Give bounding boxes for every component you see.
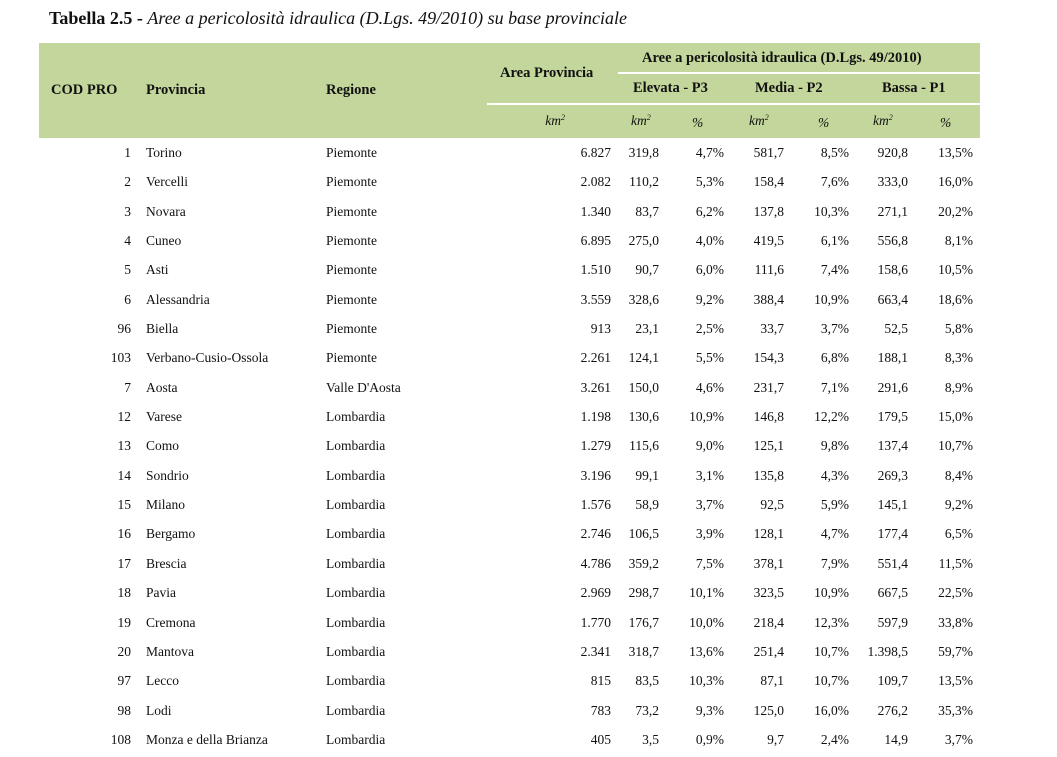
table-row <box>39 668 980 697</box>
cell-area: 783 <box>590 702 611 718</box>
cell-p2-pct: 10,9% <box>814 585 849 601</box>
cell-regione: Lombardia <box>326 614 386 630</box>
cell-p2-km2: 323,5 <box>753 585 784 601</box>
cell-p3-pct: 6,2% <box>695 203 724 219</box>
cell-area: 2.746 <box>580 526 611 542</box>
table-caption <box>49 8 627 29</box>
cell-p1-pct: 3,7% <box>944 731 973 747</box>
cell-p1-pct: 35,3% <box>938 702 973 718</box>
cell-p3-pct: 7,5% <box>695 555 724 571</box>
unit-p1-km2: $km^2$ <box>873 113 893 128</box>
header-regione: Regione <box>326 82 376 98</box>
table-row <box>39 375 980 404</box>
cell-p1-km2: 333,0 <box>877 174 908 190</box>
cell-p1-km2: 597,9 <box>877 614 908 630</box>
cell-p1-pct: 20,2% <box>938 203 973 219</box>
cell-p2-km2: 581,7 <box>753 145 784 160</box>
cell-p3-km2: 106,5 <box>628 526 659 542</box>
cell-p1-pct: 5,8% <box>944 321 973 337</box>
cell-cod-pro: 4 <box>124 233 131 249</box>
cell-p1-pct: 8,4% <box>944 467 973 483</box>
cell-p1-km2: 14,9 <box>884 731 908 747</box>
cell-p2-km2: 9,7 <box>767 731 784 747</box>
cell-regione: Piemonte <box>326 262 377 278</box>
table-row <box>39 199 980 228</box>
cell-p3-pct: 3,9% <box>695 526 724 542</box>
cell-p2-km2: 125,0 <box>753 702 784 718</box>
cell-p2-pct: 7,1% <box>820 379 849 395</box>
cell-p1-pct: 11,5% <box>938 555 973 571</box>
cell-p2-pct: 16,0% <box>814 702 849 718</box>
cell-cod-pro: 1 <box>124 145 131 160</box>
cell-p2-km2: 33,7 <box>760 321 784 337</box>
cell-regione: Lombardia <box>326 497 386 513</box>
header-elevata-p3: Elevata - P3 <box>633 80 708 96</box>
cell-p2-pct: 8,5% <box>820 145 849 160</box>
cell-provincia: Bergamo <box>146 526 196 542</box>
cell-p3-pct: 5,5% <box>695 350 724 366</box>
header-media-p2: Media - P2 <box>755 80 823 96</box>
cell-p3-km2: 58,9 <box>635 497 659 513</box>
cell-p2-pct: 2,4% <box>820 731 849 747</box>
header-rule-group <box>618 72 980 74</box>
table-row <box>39 463 980 492</box>
cell-cod-pro: 97 <box>117 673 131 689</box>
table-row <box>39 580 980 609</box>
header-provincia: Provincia <box>146 82 206 98</box>
cell-regione: Piemonte <box>326 350 377 366</box>
cell-p3-pct: 3,1% <box>695 467 724 483</box>
cell-p2-km2: 388,4 <box>753 291 784 307</box>
cell-p1-pct: 22,5% <box>938 585 973 601</box>
cell-p1-km2: 158,6 <box>877 262 908 278</box>
unit-p3-km2: $km^2$ <box>631 113 651 128</box>
cell-p3-km2: 3,5 <box>642 731 659 747</box>
cell-regione: Lombardia <box>326 643 386 659</box>
cell-p2-pct: 10,9% <box>814 291 849 307</box>
cell-p1-pct: 15,0% <box>938 409 973 425</box>
cell-p2-pct: 5,9% <box>820 497 849 513</box>
header-bassa-p1: Bassa - P1 <box>882 80 946 96</box>
cell-cod-pro: 13 <box>117 438 131 454</box>
cell-p2-km2: 92,5 <box>760 497 784 513</box>
table-row <box>39 492 980 521</box>
cell-p2-pct: 6,1% <box>820 233 849 249</box>
cell-provincia: Mantova <box>146 643 194 659</box>
cell-p3-pct: 9,3% <box>695 702 724 718</box>
cell-p2-pct: 3,7% <box>820 321 849 337</box>
cell-p1-pct: 18,6% <box>938 291 973 307</box>
cell-p3-km2: 115,6 <box>629 438 659 454</box>
cell-p3-km2: 275,0 <box>628 233 659 249</box>
cell-p2-km2: 378,1 <box>753 555 784 571</box>
cell-p3-km2: 130,6 <box>628 409 659 425</box>
header-rule-units <box>487 103 980 105</box>
cell-provincia: Cremona <box>146 614 196 630</box>
cell-cod-pro: 103 <box>110 350 131 366</box>
cell-p3-pct: 4,7% <box>695 145 724 160</box>
cell-cod-pro: 18 <box>117 585 131 601</box>
caption-title: Aree a pericolosità idraulica (D.Lgs. 49/2010) su base provinciale <box>147 8 627 28</box>
cell-p1-km2: 109,7 <box>877 673 908 689</box>
cell-p2-pct: 4,3% <box>820 467 849 483</box>
cell-p2-km2: 218,4 <box>753 614 784 630</box>
cell-p3-km2: 150,0 <box>628 379 659 395</box>
cell-cod-pro: 17 <box>117 555 131 571</box>
cell-area: 3.196 <box>580 467 611 483</box>
cell-p1-pct: 13,5% <box>938 145 973 160</box>
cell-cod-pro: 14 <box>117 467 131 483</box>
cell-p3-pct: 5,3% <box>695 174 724 190</box>
cell-p3-km2: 83,5 <box>635 673 659 689</box>
caption-label: Tabella 2.5 - <box>49 8 143 28</box>
cell-p3-pct: 10,3% <box>689 673 724 689</box>
cell-regione: Lombardia <box>326 409 386 425</box>
cell-regione: Piemonte <box>326 145 377 160</box>
cell-p3-km2: 110,2 <box>629 174 659 190</box>
table-row <box>39 551 980 580</box>
cell-area: 2.082 <box>580 174 611 190</box>
cell-cod-pro: 3 <box>124 203 131 219</box>
cell-cod-pro: 6 <box>124 291 131 307</box>
cell-p1-km2: 52,5 <box>884 321 908 337</box>
cell-p1-km2: 556,8 <box>877 233 908 249</box>
cell-p3-km2: 73,2 <box>635 702 659 718</box>
table-row <box>39 727 980 756</box>
cell-regione: Lombardia <box>326 467 386 483</box>
cell-p1-km2: 1.398,5 <box>867 643 908 659</box>
table-row <box>39 169 980 198</box>
cell-p3-pct: 13,6% <box>689 643 724 659</box>
cell-provincia: Monza e della Brianza <box>146 731 268 747</box>
cell-p2-pct: 4,7% <box>820 526 849 542</box>
cell-provincia: Alessandria <box>146 291 210 307</box>
cell-p3-km2: 23,1 <box>635 321 659 337</box>
cell-p3-km2: 176,7 <box>628 614 659 630</box>
cell-regione: Lombardia <box>326 673 386 689</box>
cell-area: 6.895 <box>580 233 611 249</box>
cell-cod-pro: 5 <box>124 262 131 278</box>
cell-regione: Piemonte <box>326 203 377 219</box>
header-area-provincia: Area Provincia <box>500 65 594 81</box>
cell-p2-km2: 231,7 <box>753 379 784 395</box>
cell-area: 3.559 <box>580 291 611 307</box>
cell-regione: Piemonte <box>326 174 377 190</box>
cell-regione: Valle D'Aosta <box>326 379 401 395</box>
cell-p2-pct: 9,8% <box>820 438 849 454</box>
cell-p2-pct: 10,7% <box>814 673 849 689</box>
cell-provincia: Milano <box>146 497 185 513</box>
cell-provincia: Cuneo <box>146 233 182 249</box>
cell-regione: Lombardia <box>326 731 386 747</box>
cell-p1-km2: 663,4 <box>877 291 908 307</box>
cell-p1-pct: 9,2% <box>944 497 973 513</box>
cell-regione: Piemonte <box>326 321 377 337</box>
cell-p1-km2: 269,3 <box>877 467 908 483</box>
cell-area: 2.261 <box>580 350 611 366</box>
table-row <box>39 345 980 374</box>
table-row <box>39 287 980 316</box>
cell-p1-km2: 667,5 <box>877 585 908 601</box>
cell-cod-pro: 7 <box>124 379 131 395</box>
cell-p3-km2: 83,7 <box>635 203 659 219</box>
cell-p2-pct: 12,3% <box>814 614 849 630</box>
cell-regione: Lombardia <box>326 555 386 571</box>
cell-p1-pct: 10,5% <box>938 262 973 278</box>
table-row <box>39 433 980 462</box>
cell-p2-km2: 111,6 <box>754 262 784 278</box>
cell-provincia: Verbano-Cusio-Ossola <box>146 350 269 366</box>
cell-area: 815 <box>590 673 611 689</box>
cell-p3-pct: 6,0% <box>695 262 724 278</box>
cell-regione: Lombardia <box>326 585 386 601</box>
cell-p1-pct: 8,3% <box>944 350 973 366</box>
cell-provincia: Varese <box>146 409 182 425</box>
table-header <box>39 43 980 138</box>
cell-p1-pct: 33,8% <box>938 614 973 630</box>
cell-p1-km2: 137,4 <box>877 438 908 454</box>
cell-provincia: Sondrio <box>146 467 189 483</box>
cell-cod-pro: 2 <box>124 174 131 190</box>
cell-p1-km2: 276,2 <box>877 702 908 718</box>
cell-p3-pct: 2,5% <box>695 321 724 337</box>
cell-p3-pct: 0,9% <box>695 731 724 747</box>
cell-area: 2.341 <box>580 643 611 659</box>
cell-cod-pro: 98 <box>117 702 131 718</box>
cell-p1-km2: 551,4 <box>877 555 908 571</box>
header-cod-pro: COD PRO <box>51 82 118 98</box>
cell-area: 4.786 <box>580 555 611 571</box>
table-row <box>39 404 980 433</box>
cell-p2-km2: 158,4 <box>753 174 784 190</box>
cell-p1-km2: 145,1 <box>877 497 908 513</box>
cell-cod-pro: 15 <box>117 497 131 513</box>
cell-p2-pct: 7,9% <box>820 555 849 571</box>
cell-p3-pct: 10,1% <box>689 585 724 601</box>
cell-cod-pro: 19 <box>117 614 131 630</box>
cell-p2-km2: 251,4 <box>753 643 784 659</box>
cell-cod-pro: 96 <box>117 321 131 337</box>
cell-p1-pct: 8,9% <box>944 379 973 395</box>
table-row <box>39 639 980 668</box>
table-row <box>39 698 980 727</box>
unit-p2-km2: $km^2$ <box>749 113 769 128</box>
cell-p3-km2: 90,7 <box>635 262 659 278</box>
cell-p2-km2: 146,8 <box>753 409 784 425</box>
cell-area: 1.279 <box>580 438 611 454</box>
cell-p1-pct: 8,1% <box>944 233 973 249</box>
cell-provincia: Aosta <box>146 379 178 395</box>
header-group-title: Aree a pericolosità idraulica (D.Lgs. 49/2010) <box>642 50 922 66</box>
unit-p2-pct: % <box>818 115 830 130</box>
table-row <box>39 140 980 169</box>
cell-regione: Lombardia <box>326 526 386 542</box>
cell-p1-pct: 10,7% <box>938 438 973 454</box>
cell-area: 405 <box>590 731 611 747</box>
cell-p2-pct: 12,2% <box>814 409 849 425</box>
cell-p2-km2: 154,3 <box>753 350 784 366</box>
cell-cod-pro: 12 <box>117 409 131 425</box>
cell-area: 1.770 <box>580 614 611 630</box>
cell-area: 6.827 <box>580 145 611 160</box>
cell-provincia: Lodi <box>146 702 172 718</box>
cell-p1-pct: 16,0% <box>938 174 973 190</box>
cell-p2-pct: 6,8% <box>820 350 849 366</box>
cell-p2-km2: 128,1 <box>753 526 784 542</box>
cell-area: 913 <box>590 321 611 337</box>
cell-p2-pct: 7,4% <box>820 262 849 278</box>
cell-area: 3.261 <box>580 379 611 395</box>
cell-p2-km2: 135,8 <box>753 467 784 483</box>
cell-p2-pct: 10,7% <box>814 643 849 659</box>
cell-p2-pct: 7,6% <box>820 174 849 190</box>
table-row <box>39 521 980 550</box>
cell-cod-pro: 16 <box>117 526 131 542</box>
cell-p2-km2: 125,1 <box>753 438 784 454</box>
cell-area: 1.576 <box>580 497 611 513</box>
cell-p1-pct: 13,5% <box>938 673 973 689</box>
cell-p2-km2: 137,8 <box>753 203 784 219</box>
cell-p3-pct: 4,0% <box>695 233 724 249</box>
cell-p3-pct: 4,6% <box>695 379 724 395</box>
cell-regione: Lombardia <box>326 702 386 718</box>
table-row <box>39 610 980 639</box>
cell-area: 1.510 <box>580 262 611 278</box>
cell-p1-km2: 188,1 <box>877 350 908 366</box>
cell-p3-km2: 124,1 <box>628 350 659 366</box>
table-row <box>39 257 980 286</box>
cell-provincia: Asti <box>146 262 169 278</box>
cell-p1-pct: 6,5% <box>944 526 973 542</box>
cell-p3-km2: 99,1 <box>635 467 659 483</box>
table-body <box>39 140 980 756</box>
cell-p3-km2: 359,2 <box>628 555 659 571</box>
cell-provincia: Biella <box>146 321 179 337</box>
cell-provincia: Lecco <box>146 673 179 689</box>
cell-provincia: Vercelli <box>146 174 188 190</box>
cell-p1-km2: 271,1 <box>877 203 908 219</box>
cell-p3-pct: 10,0% <box>689 614 724 630</box>
cell-regione: Piemonte <box>326 291 377 307</box>
cell-p3-pct: 3,7% <box>695 497 724 513</box>
cell-p3-km2: 319,8 <box>628 145 659 160</box>
cell-provincia: Pavia <box>146 585 176 601</box>
cell-p2-km2: 419,5 <box>753 233 784 249</box>
cell-area: 2.969 <box>580 585 611 601</box>
table-row <box>39 316 980 345</box>
cell-p2-pct: 10,3% <box>814 203 849 219</box>
cell-p3-km2: 328,6 <box>628 291 659 307</box>
unit-area-km2: $km^2$ <box>545 113 565 128</box>
cell-p1-km2: 920,8 <box>877 145 908 160</box>
unit-p1-pct: % <box>940 115 952 130</box>
cell-provincia: Torino <box>146 145 182 160</box>
cell-p3-km2: 318,7 <box>628 643 659 659</box>
table-row <box>39 228 980 257</box>
cell-provincia: Brescia <box>146 555 187 571</box>
cell-p1-km2: 177,4 <box>877 526 908 542</box>
cell-p1-km2: 179,5 <box>877 409 908 425</box>
cell-area: 1.198 <box>580 409 611 425</box>
cell-cod-pro: 20 <box>117 643 131 659</box>
cell-area: 1.340 <box>580 203 611 219</box>
cell-p1-pct: 59,7% <box>938 643 973 659</box>
cell-p3-pct: 9,0% <box>695 438 724 454</box>
cell-p1-km2: 291,6 <box>877 379 908 395</box>
cell-provincia: Novara <box>146 203 186 219</box>
cell-cod-pro: 108 <box>110 731 131 747</box>
cell-p2-km2: 87,1 <box>760 673 784 689</box>
cell-regione: Lombardia <box>326 438 386 454</box>
cell-regione: Piemonte <box>326 233 377 249</box>
cell-provincia: Como <box>146 438 180 454</box>
cell-p3-km2: 298,7 <box>628 585 659 601</box>
unit-p3-pct: % <box>692 115 704 130</box>
cell-p3-pct: 9,2% <box>695 291 724 307</box>
cell-p3-pct: 10,9% <box>689 409 724 425</box>
